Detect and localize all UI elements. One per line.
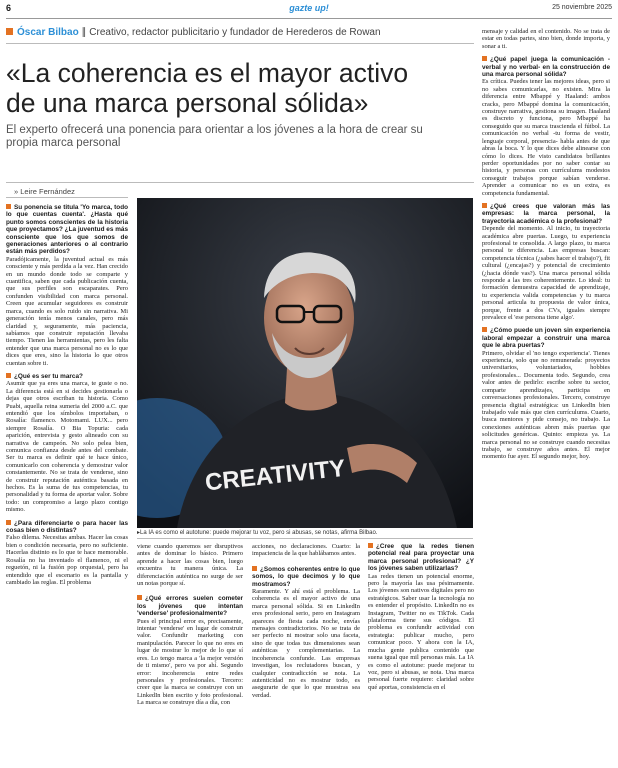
page-number: 6 xyxy=(6,3,12,13)
question: Su ponencia se titula 'Yo marca, todo lo que cuentas cuenta'. ¿Hasta qué punto somos conscientes de la historia que proyectamos? ¿La juventud es más consciente que los que somos de generaciones anteriores o al contrario están más perdidos? xyxy=(6,204,128,256)
answer: Falso dilema. Necesitas ambas. Hacer las cosas bien o condición necesaria, pero no suficiente. Hacerlas distinto es lo que te hace memorable. Rosalía no ha inventado el flamenco, ni el reguetón, ni la fusión pop orquestal, pero ha entendido que el escenario es la pantalla y cambiado las reglas. El problema xyxy=(6,534,128,586)
orange-bullet-icon xyxy=(482,327,487,332)
page-header xyxy=(6,3,612,17)
speaker-photo-illustration xyxy=(137,198,473,528)
orange-bullet-icon xyxy=(252,566,257,571)
author-name: Óscar Bilbao xyxy=(17,27,79,38)
answer: mensaje y calidad en el contenido. No se trata de estar en todas partes, sino bien, donde importa, y sonar a ti. xyxy=(482,28,610,50)
answer: viene cuando queremos ser disruptivos antes de dominar lo básico. Primero aprende a hacer las cosas bien, luego encuentra tu manera única. La diferenciación auténtica no surge de ser un notas porque sí. xyxy=(137,543,243,588)
orange-bullet-icon xyxy=(6,373,11,378)
orange-square-icon xyxy=(6,28,13,35)
author-line: Óscar Bilbao ∥ Creativo, redactor publicitario y fundador de Herederos de Rowan xyxy=(6,27,606,38)
article-column-5 xyxy=(482,28,610,461)
orange-bullet-icon xyxy=(6,204,11,209)
headline: «La coherencia es el mayor activo de una marca personal sólida» xyxy=(6,58,409,118)
answer: Asumir que ya eres una marca, te guste o no. La diferencia está en si decides gestionarla o dejas que otros escriban tu historia. Como Puabi, aquella reina sumeria del 2000 a.C. que entendió que los símbolos importaban, o Rosalía: flamenco. Motomami. LUX... pero siempre Rosalía. O Bia Topuria: cada aparición, entrevista y gesto alineado con su narrativa de campeón. No solo pelea bien, comunica confianza desde antes del combate. Ser tu marca es definir qué te hace único, comunicarlo con coherencia y demostrar valor constantemente. No se trata de venderse, sino de construir reputación auténtica basada en hechos. Es la suma de tus competencias, tu personalidad y tu forma de aportar valor. Sobre todo: un compromiso a largo plazo contigo mismo. xyxy=(6,380,128,514)
question: ¿Somos coherentes entre lo que somos, lo que decimos y lo que mostramos? xyxy=(252,565,360,588)
answer: Las redes tienen un potencial enorme, pero la mayoría las usa pésimamente. Los jóvenes son nativos digitales pero no estratégicos. Saber usar la tecnología no es entender el propósito. LinkedIn no es Instagram, Twitter no es TikTok. Cada plataforma tiene sus códigos. El problema es confundir actividad con estrategia: publicar mucho, pero comunicar poco. Y ahora con la IA, mucha gente publica contenido que suena igual que mil personas más. La IA es como el autotune: puede mejorar tu voz, pero si abusas, se nota. Una marca personal fuerte requiere: claridad sobre qué aportas, consistencia en el xyxy=(368,572,474,691)
article-column-4 xyxy=(368,543,474,691)
orange-bullet-icon xyxy=(482,56,487,61)
answer: Pues el principal error es, precisamente, intentar 'venderse' en lugar de construir valor. Confundir marketing con manipulación. Parecer lo que no eres en lugar de mostrar lo mejor de lo que sí eres. Lo tengo marca a 'la mejor versión de ti mismo', pero va por ahí. Segundo error: incoherencia entre redes personales y profesionales. Tercero: creer que la marca se construye con un LinkedIn bien escrito y foto profesional. La marca se construye día a día, con xyxy=(137,617,243,707)
answer: Raramente. Y ahí está el problema. La coherencia es el mayor activo de una marca personal sólida. Si en LinkedIn eres profesional serio, pero en Instagram apareces de fiesta cada noche, envías mensajes contradictorios. No se trata de ser perfecto ni mostrar solo una faceta, sino de que todas tus dimensiones sean auténticas y complementarias. La incoherencia confunde. Las empresas investigan, los reclutadores buscan, y cualquier contradicción se nota. La autenticidad no es mostrar todo, es asegurarte de que lo que muestras sea verdad. xyxy=(252,588,360,699)
answer: Depende del momento. Al inicio, tu trayectoria académica abre puertas. Luego, tu experiencia profesional te consolida. A largo plazo, tu marca personal te diferencia. Las empresas buscan: competencia técnica (¿sabes hacer el trabajo?), fit cultural (¿encajas?) y potencial de crecimiento (¿hacia dónde vas?). Una marca personal sólida responde a las tres coherentemente. Lo ideal: tu formación demuestra capacidad de aprendizaje, tu experiencia valida competencias y tu marca personal articula tu propuesta de valor única, porque, frente a dos CVs, iguales siempre prevalece el 'ese persona tiene algo'. xyxy=(482,225,610,322)
author-rule xyxy=(6,43,474,44)
question: ¿Para diferenciarte o para hacer las cosas bien o distintas? xyxy=(6,519,128,535)
answer: acciones, no declaraciones. Cuarto: la impaciencia de la que hablábamos antes. xyxy=(252,543,360,558)
article-column-3 xyxy=(252,543,360,699)
orange-bullet-icon xyxy=(368,543,373,548)
subheadline: El experto ofrecerá una ponencia para orientar a los jóvenes a la hora de crear su propia marca personal xyxy=(6,124,423,149)
question: ¿Qué papel juega la comunicación -verbal y no verbal- en la construcción de una marca personal sólida? xyxy=(482,56,610,79)
answer: Primero, olvidar el 'no tengo experiencia'. Tienes experiencia, solo que no remunerada: proyectos universitarios, voluntariados, hobbies profesionales... Documenta todo. Segundo, crea valor antes de pedirlo: escribe sobre tu sector, comparte aprendizajes, participa en conversaciones profesionales. Tercero, construye presencia digital estratégica: un LinkedIn bien trabajado vale más que cien currículums. Cuarto, busca mentores y pide consejo, no trabajo. La conexiones auténticas abren más puertas que solicitudes genéricas. Quinto: empieza ya. La marca personal no se construye cuando necesitas trabajo, se construye años antes. El mejor momento fue ayer. El segundo mejor, hoy. xyxy=(482,349,610,461)
subhead-rule xyxy=(6,182,474,183)
author-description: Creativo, redactor publicitario y fundador de Herederos de Rowan xyxy=(89,27,381,38)
question: ¿Qué errores suelen cometer los jóvenes que intentan 'venderse' profesionalmente? xyxy=(137,595,243,618)
byline-rule xyxy=(6,197,128,198)
speaker-photo xyxy=(137,198,473,528)
header-rule xyxy=(6,18,612,19)
answer: Es crítica. Puedes tener las mejores ideas, pero si no sabes comunicarlas, no existen. Mira la diferencia entre Mbappé y Haaland: ambos cracks, pero Mbappé domina la comunicación, construye narrativa, gestiona su imagen. Haaland es discreto y funciona, pero Mbappé ha conseguido que su marca trascienda el fútbol. La comunicación no verbal -tu forma de vestir, lenguaje corporal, presencia- habla antes de que abras la boca. Y lo que dices debe alinearse con cómo lo dices. He visto candidatos brillantes perder oportunidades por no saber contar su historia, y personas con currículums modestos conseguir trabajos porque sabían venderse. Aprender a comunicar no es un extra, es competencia fundamental. xyxy=(482,78,610,197)
question: ¿Qué es ser tu marca? xyxy=(14,372,83,380)
answer: Paradójicamente, la juventud actual es más consciente y más perdida a la vez. Han crecido en un mundo donde todo se comparte y cuantifica, saben que cada publicación cuenta, que sus perfiles son escaparates. Pero confunden visibilidad con marca personal. Creen que acumular seguidores es construir marca, cuando es solo ruido sin narrativa. Mi generación tenía menos canales, pero más claridad y, seguramente, más paciencia, sabíamos que construir reputación llevaba tiempo. Tienen las herramientas, pero les falta entender que una marca personal no es lo que dices que eres, sino la historia lo que otros cuentan sobre ti. xyxy=(6,255,128,367)
shirt-text: CREATIVITY xyxy=(203,454,347,497)
orange-bullet-icon xyxy=(137,595,142,600)
question: ¿Cómo puede un joven sin experiencia laboral empezar a construir una marca que le abra puertas? xyxy=(482,327,610,350)
publication-name: gazte up! xyxy=(289,3,329,13)
publication-date: 25 noviembre 2025 xyxy=(552,4,612,11)
byline: » Leire Fernández xyxy=(14,187,75,196)
orange-bullet-icon xyxy=(6,520,11,525)
photo-caption: ▸La IA es como el autotune: puede mejorar tu voz, pero si abusas, se notas, afirma Bilbao. xyxy=(137,530,378,536)
question: ¿Cree que la redes tienen potencial real para proyectar una marca personal profesional? ¿Y los jóvenes saben utilizarlas? xyxy=(368,543,474,573)
caption-rule xyxy=(137,538,473,539)
article-column-1 xyxy=(6,204,128,586)
article-column-2 xyxy=(137,543,243,707)
question: ¿Qué crees que valoran más las empresas: la marca personal, la trayectoria académica o la profesional? xyxy=(482,202,610,225)
orange-bullet-icon xyxy=(482,203,487,208)
